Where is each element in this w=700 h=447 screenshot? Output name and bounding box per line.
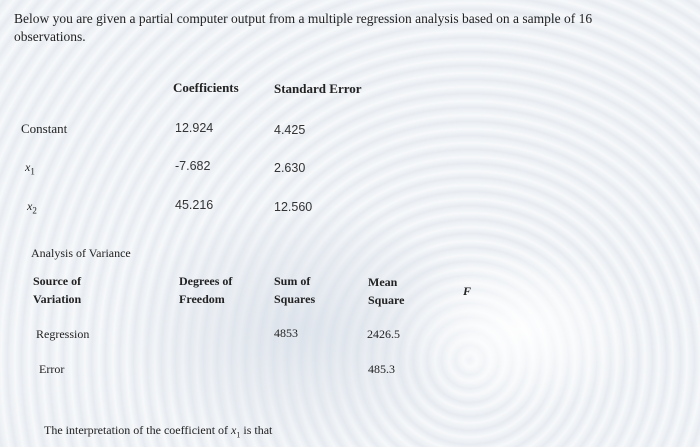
error-label: Error <box>39 362 65 376</box>
x2-se: 12.560 <box>274 200 313 214</box>
regression-ms: 2426.5 <box>367 327 400 341</box>
coefficients-header: Coefficients <box>173 80 239 95</box>
error-ms: 485.3 <box>368 362 395 376</box>
x1-se: 2.630 <box>274 161 306 175</box>
anova-title: Analysis of Variance <box>31 246 131 260</box>
ss-header: Sum of Squares <box>274 274 316 306</box>
ms-header: Mean Square <box>368 275 405 307</box>
question-text: The interpretation of the coefficient of $x_1$ is that <box>44 423 273 440</box>
row-x2-label: $x_2$ <box>27 199 37 216</box>
regression-label: Regression <box>36 327 90 341</box>
df-header: Degrees of Freedom <box>179 274 233 306</box>
x1-coef: -7.682 <box>175 159 211 173</box>
source-header: Source of Variation <box>33 274 82 306</box>
std-error-header: Standard Error <box>274 81 362 96</box>
x2-coef: 45.216 <box>175 198 214 212</box>
constant-coef: 12.924 <box>175 121 214 135</box>
row-constant-label: Constant <box>21 121 68 136</box>
f-header: F <box>463 284 472 298</box>
regression-ss: 4853 <box>274 326 298 340</box>
row-x1-label: $x_1$ <box>25 160 35 177</box>
constant-se: 4.425 <box>274 123 306 137</box>
intro-text: Below you are given a partial computer output from a multiple regression analysis based on a sample of 16 observations. <box>14 11 593 44</box>
